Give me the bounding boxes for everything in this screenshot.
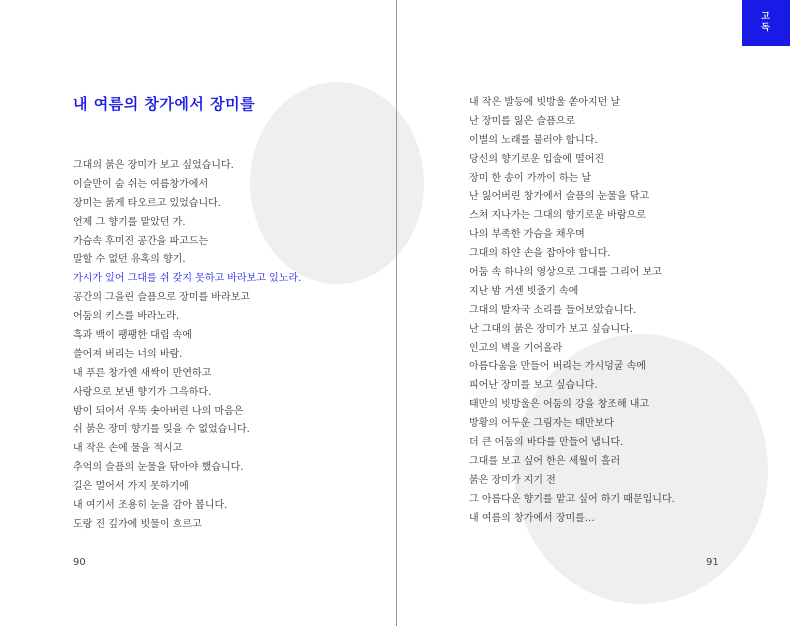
poem-line: 길은 멀어서 가지 못하기에 — [73, 481, 189, 493]
poem-line: 나의 부족한 가슴을 채우며 — [469, 229, 585, 241]
poem-line: 인고의 벽을 기어올라 — [469, 342, 563, 354]
poem-line: 내 여기서 조용히 눈을 감아 봅니다. — [73, 500, 228, 512]
poem-line: 더 큰 어둠의 바다를 만들어 냅니다. — [469, 437, 624, 449]
poem-line: 공간의 그을린 슬픔으로 장미를 바라보고 — [73, 292, 250, 304]
poem-line: 도랑 진 깊가에 빗물이 흐르고 — [73, 518, 202, 530]
poem-line: 가슴속 후미진 공간을 파고드는 — [73, 235, 209, 247]
page-number-left: 90 — [73, 557, 86, 568]
poem-line: 언제 그 향기를 맡았던 가. — [73, 216, 186, 228]
poem-line: 추억의 슬픔의 눈물을 닦아야 했습니다. — [73, 462, 244, 474]
poem-line: 난 잃어버린 창가에서 슬픔의 눈물을 닦고 — [469, 191, 650, 203]
poem-line: 당신의 향기로운 입술에 떨어진 — [469, 153, 605, 165]
poem-line: 어둠의 키스를 바라노라. — [73, 311, 180, 323]
poem-line: 어둠 속 하나의 영상으로 그대를 그리어 보고 — [469, 267, 662, 279]
poem-line: 피어난 장미를 보고 싶습니다. — [469, 380, 598, 392]
poem-line: 그대의 붉은 장미가 보고 싶었습니다. — [73, 160, 234, 171]
poem-title: 내 여름의 창가에서 장미를 — [73, 95, 256, 113]
page-number-right: 91 — [706, 557, 719, 568]
poem-line: 난 그대의 붉은 장미가 보고 싶습니다. — [469, 323, 633, 335]
chapter-tab-char: 고 — [761, 12, 771, 22]
poem-line: 내 푸른 창가엔 새싹이 만연하고 — [73, 367, 212, 379]
poem-line: 흑과 백이 팽팽한 대립 속에 — [73, 330, 192, 342]
poem-line: 장미 한 송이 가까이 하는 날 — [469, 172, 592, 184]
poem-line: 이슬만이 숨 쉬는 여름창가에서 — [73, 178, 209, 190]
chapter-tab — [742, 0, 790, 46]
poem-line: 태만의 빗방울은 어둠의 강을 창조해 내고 — [469, 399, 650, 411]
poem-line: 내 작은 손에 물을 적시고 — [73, 443, 183, 455]
left-poem-lines — [73, 157, 301, 535]
poem-line: 이별의 노래를 불러야 합니다. — [469, 134, 598, 146]
poem-line: 사랑으로 보낸 향기가 그윽하다. — [73, 386, 212, 398]
poem-line: 그대를 보고 싶어 한은 세월이 흘러 — [469, 455, 621, 467]
poem-line: 말할 수 없던 유혹의 향기. — [73, 254, 186, 266]
poem-line: 그 아름다운 향기를 맡고 싶어 하기 때문입니다. — [469, 493, 675, 505]
poem-line: 쓸어져 버리는 너의 바람. — [73, 348, 183, 360]
poem-line: 내 작은 발등에 빗방울 쏟아지던 날 — [469, 97, 621, 108]
poem-line: 스쳐 지나가는 그대의 향기로운 바람으로 — [469, 210, 646, 222]
poem-line: 붉은 장미가 지기 전 — [469, 474, 556, 486]
right-poem-lines — [469, 94, 675, 528]
chapter-tab-char: 독 — [761, 23, 771, 33]
poem-line: 아름다움을 만들어 버리는 가시덩굴 속에 — [469, 361, 646, 373]
page-gutter — [396, 0, 397, 626]
poem-line: 내 여름의 창가에서 장미를… — [469, 512, 595, 524]
poem-line: 그대의 발자국 소리를 들어보았습니다. — [469, 304, 637, 316]
poem-line: 지난 밤 거센 빗줄기 속에 — [469, 285, 579, 297]
highlighted-poem-line: 가시가 있어 그대를 쉬 갖지 못하고 바라보고 있노라. — [73, 273, 302, 285]
poem-line: 쉬 붉은 장미 향기를 잊을 수 없었습니다. — [73, 424, 250, 436]
poem-line: 난 장미를 잃은 슬픔으로 — [469, 115, 576, 127]
poem-line: 장미는 붉게 타오르고 있었습니다. — [73, 197, 221, 209]
poem-line: 그대의 하얀 손을 잡아야 합니다. — [469, 248, 611, 260]
poem-line: 방황의 어두운 그림자는 태만보다 — [469, 418, 614, 430]
poem-line: 밤이 되어서 우뚝 솟아버린 나의 마음은 — [73, 405, 244, 417]
